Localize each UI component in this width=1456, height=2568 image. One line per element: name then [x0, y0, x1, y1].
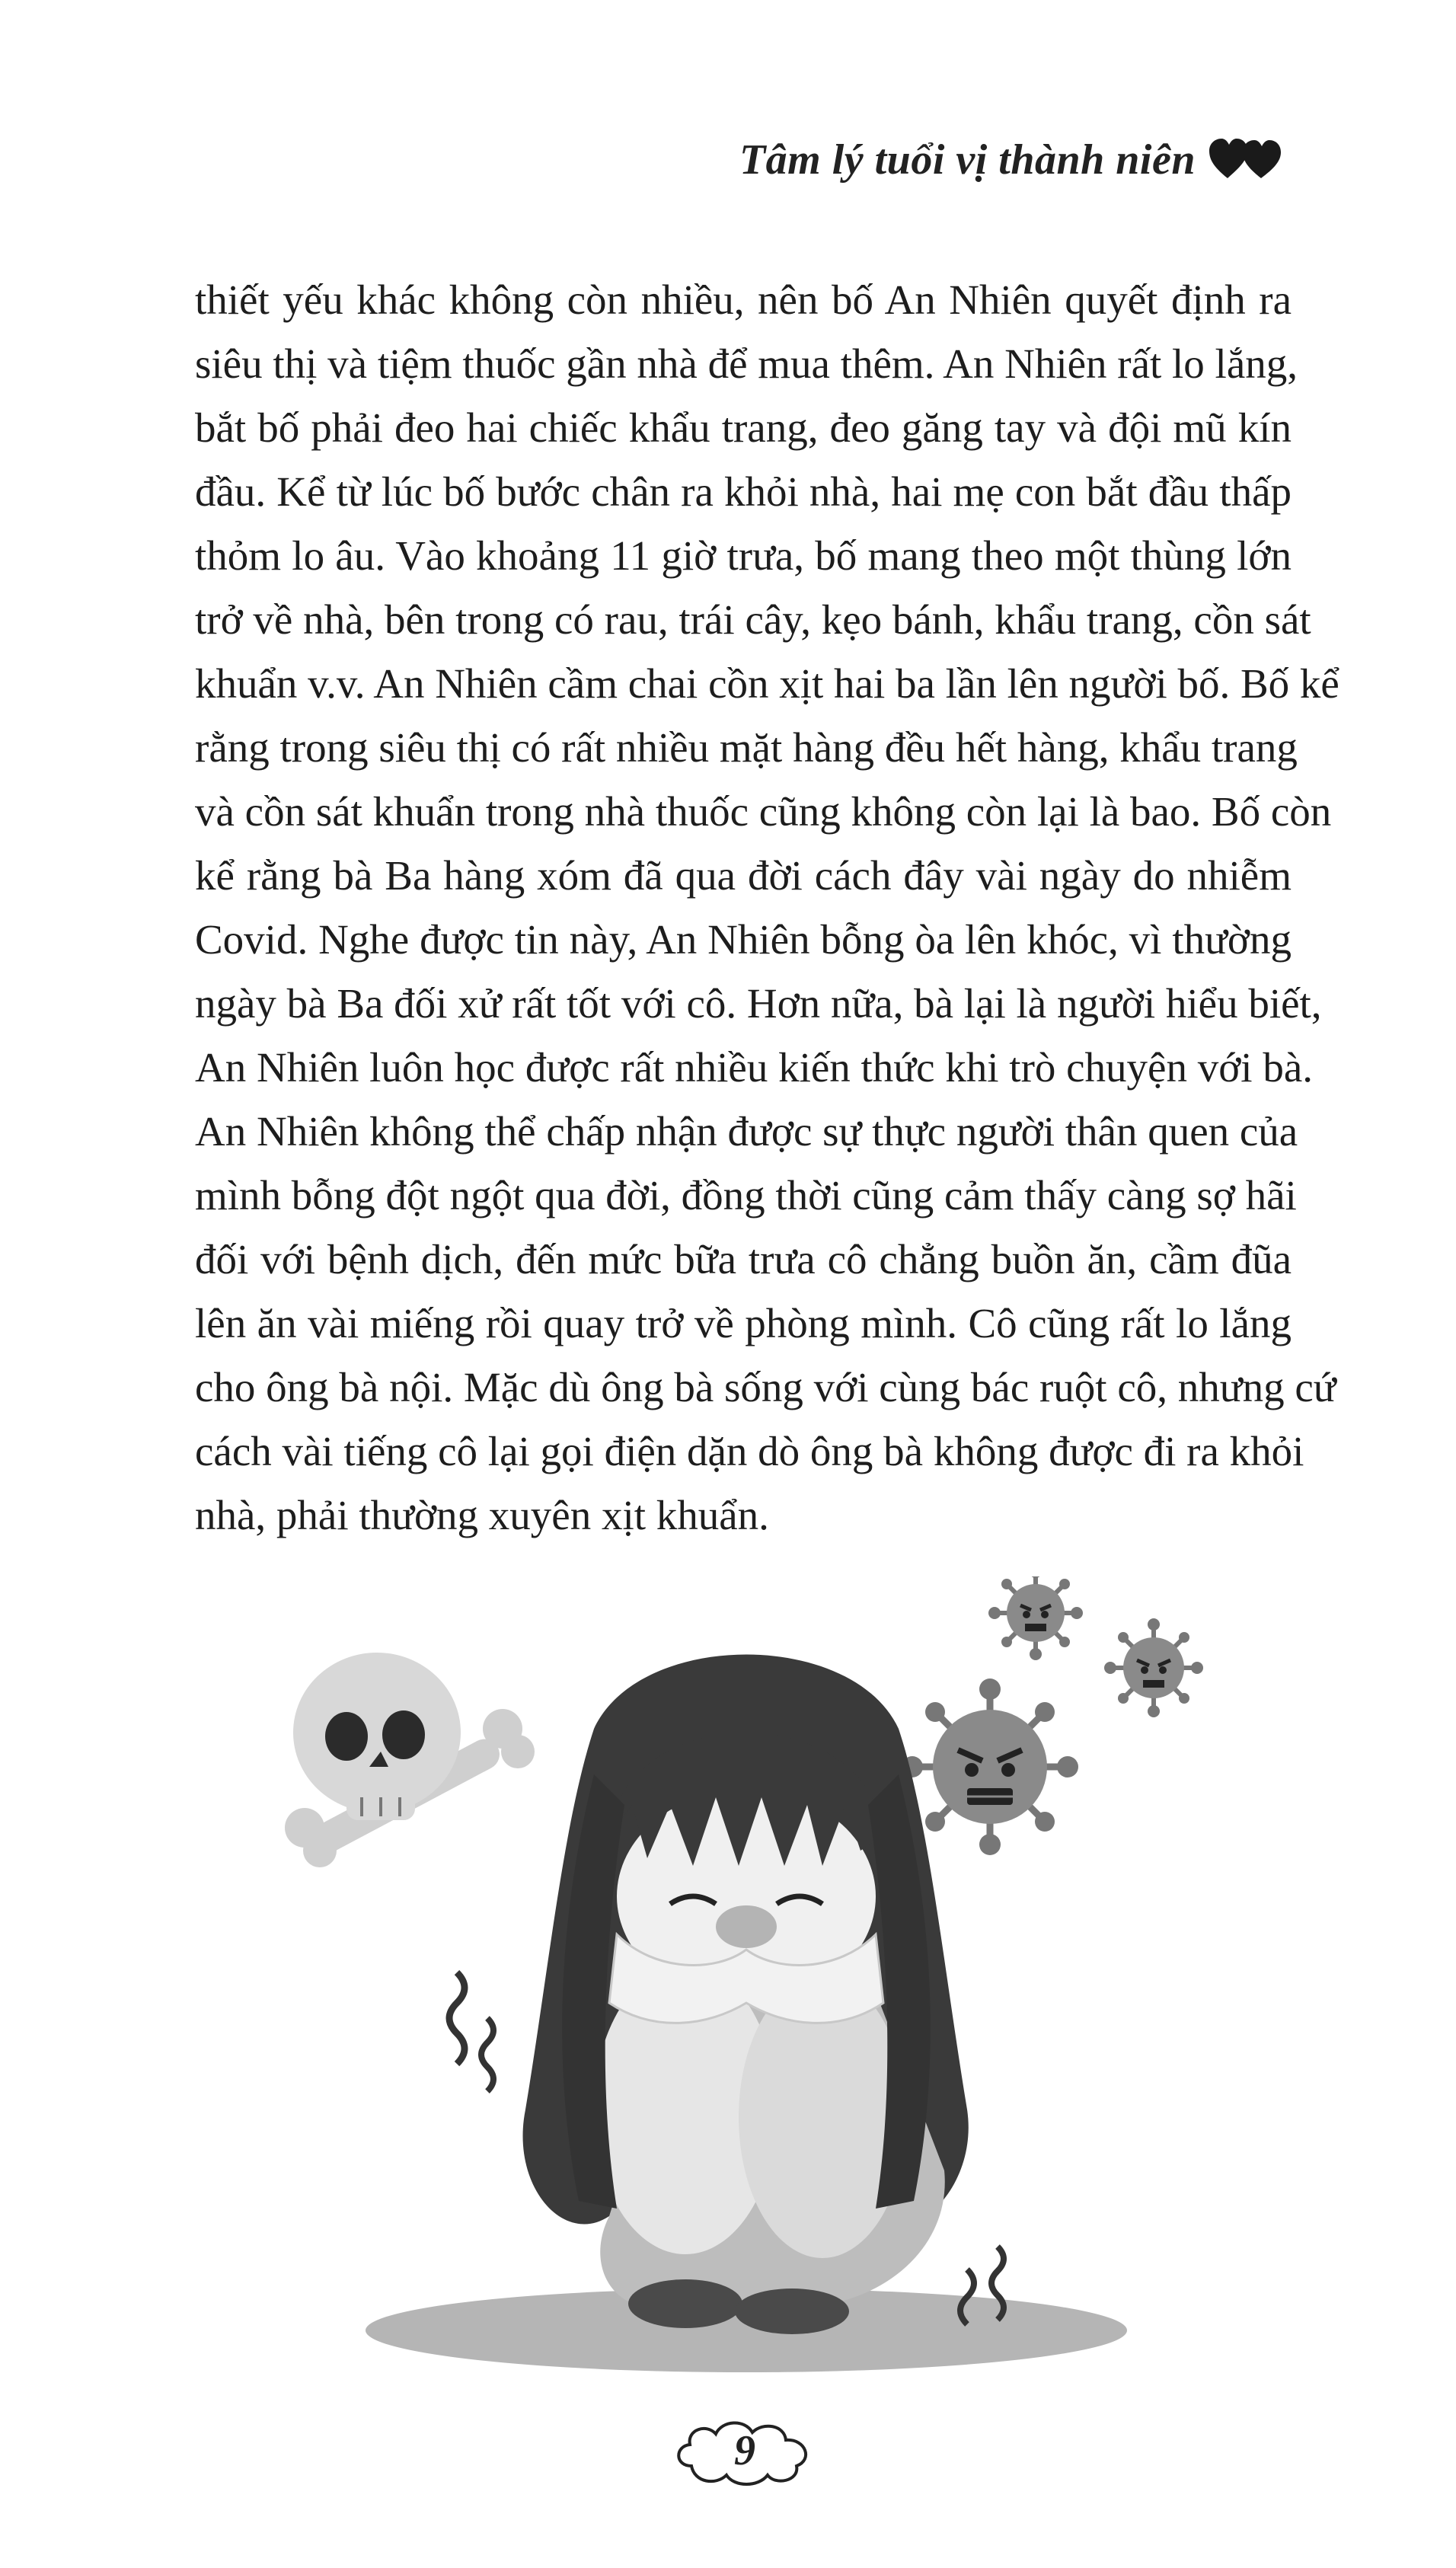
text-line: trở về nhà, bên trong có rau, trái cây, kẹo bánh, khẩu trang, cồn sát [195, 596, 1311, 643]
angry-virus-icon [988, 1576, 1083, 1660]
shiver-mark [481, 2018, 493, 2091]
girl-figure [523, 1655, 969, 2335]
angry-virus-icon [1104, 1618, 1203, 1717]
text-line: lên ăn vài miếng rồi quay trở về phòng mình. Cô cũng rất lo lắng [195, 1300, 1292, 1346]
text-line: mình bỗng đột ngột qua đời, đồng thời cũng cảm thấy càng sợ hãi [195, 1172, 1297, 1219]
crying-girl-illustration [259, 1576, 1218, 2384]
page-number: 9 [734, 2427, 755, 2474]
double-heart-icon [1209, 139, 1282, 181]
text-line: cách vài tiếng cô lại gọi điện dặn dò ông bà không được đi ra khỏi [195, 1428, 1304, 1474]
text-line: cho ông bà nội. Mặc dù ông bà sống với cùng bác ruột cô, nhưng cứ [195, 1364, 1336, 1410]
angry-virus-icon [902, 1678, 1078, 1855]
page-number-badge [669, 2413, 821, 2489]
text-line: Covid. Nghe được tin này, An Nhiên bỗng òa lên khóc, vì thường [195, 916, 1292, 963]
text-line: thiết yếu khác không còn nhiều, nên bố An Nhiên quyết định ra [195, 276, 1292, 323]
shiver-mark [449, 1972, 465, 2064]
header-title: Tâm lý tuổi vị thành niên [739, 136, 1196, 184]
text-line: và cồn sát khuẩn trong nhà thuốc cũng không còn lại là bao. Bố còn [195, 788, 1332, 835]
text-line: đầu. Kể từ lúc bố bước chân ra khỏi nhà, hai mẹ con bắt đầu thấp [195, 468, 1292, 515]
running-header [739, 136, 1282, 184]
text-line: An Nhiên không thể chấp nhận được sự thực người thân quen của [195, 1108, 1298, 1155]
text-line: ngày bà Ba đối xử rất tốt với cô. Hơn nữa, bà lại là người hiểu biết, [195, 980, 1322, 1027]
text-line: bắt bố phải đeo hai chiếc khẩu trang, đeo găng tay và đội mũ kín [195, 404, 1292, 451]
text-line: rằng trong siêu thị có rất nhiều mặt hàng đều hết hàng, khẩu trang [195, 724, 1298, 771]
skull-crossbones-icon [285, 1653, 535, 1867]
text-line: đối với bệnh dịch, đến mức bữa trưa cô chẳng buồn ăn, cầm đũa [195, 1236, 1292, 1282]
text-line: nhà, phải thường xuyên xịt khuẩn. [195, 1492, 769, 1538]
body-paragraph [195, 268, 1339, 1548]
text-line: An Nhiên luôn học được rất nhiều kiến thức khi trò chuyện với bà. [195, 1044, 1314, 1091]
text-line: thỏm lo âu. Vào khoảng 11 giờ trưa, bố mang theo một thùng lớn [195, 532, 1292, 579]
text-line: kể rằng bà Ba hàng xóm đã qua đời cách đây vài ngày do nhiễm [195, 852, 1292, 899]
text-line: khuẩn v.v. An Nhiên cầm chai cồn xịt hai ba lần lên người bố. Bố kể [195, 660, 1339, 707]
text-line: siêu thị và tiệm thuốc gần nhà để mua thêm. An Nhiên rất lo lắng, [195, 340, 1298, 387]
